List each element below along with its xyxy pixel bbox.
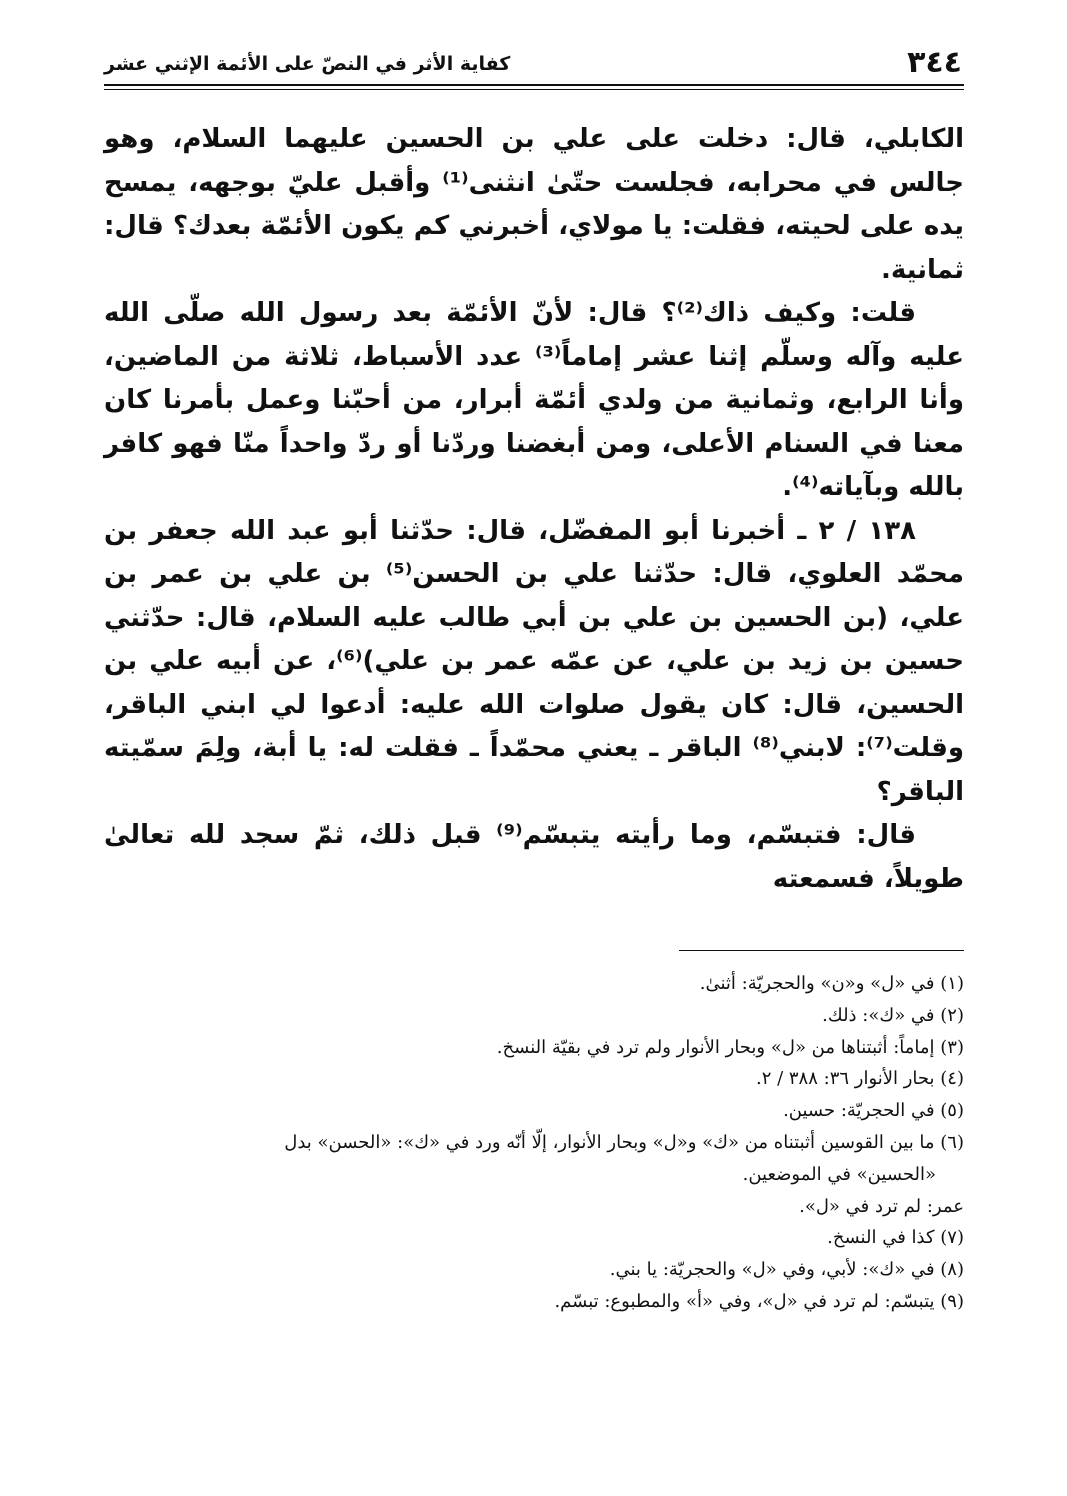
footnotes	[104, 968, 964, 1318]
footnote: (٦) ما بين القوسين أثبتناه من «ك» و«ل» وبحار الأنوار، إلّا أنّه ورد في «ك»: «الحسن» بدل	[284, 1131, 964, 1153]
footnote: (٢) في «ك»: ذلك.	[822, 1004, 964, 1026]
paragraph: قال: فتبسّم، وما رأيته يتبسّم⁽⁹⁾ قبل ذلك، ثمّ سجد لله تعالىٰ طويلاً، فسمعته	[104, 820, 964, 894]
footnote: (٤) بحار الأنوار ٣٦: ٣٨٨ / ٢.	[755, 1068, 964, 1090]
page-number: ٣٤٤	[907, 45, 962, 80]
paragraph: قلت: وكيف ذاك⁽²⁾؟ قال: لأنّ الأئمّة بعد رسول الله صلّى الله عليه وآله وسلّم إثنا عشر إماماً⁽³⁾ عدد الأسباط، ثلاثة من الماضين، وأنا الرابع، وثمانية من ولدي أئمّة أبرار، من أحبّنا وعمل بأمرنا كان معنا في السنام الأعلى، ومن أبغضنا وردّنا أو ردّ واحداً منّا فهو كافر بالله وبآياته⁽⁴⁾.	[104, 298, 964, 502]
footnote: (٧) كذا في النسخ.	[827, 1227, 964, 1249]
footnote-continuation: «الحسين» في الموضعين.	[742, 1163, 936, 1185]
footnote: (٩) يتبسّم: لم ترد في «ل»، وفي «أ» والمطبوع: تبسّم.	[554, 1290, 964, 1312]
main-text	[104, 118, 964, 901]
footnote: (١) في «ل» و«ن» والحجريّة: أثنىٰ.	[699, 973, 964, 994]
running-title: كفاية الأثر في النصّ على الأئمة الإثني عشر	[104, 53, 511, 75]
footnote: (٨) في «ك»: لأبي، وفي «ل» والحجريّة: يا بني.	[609, 1259, 964, 1281]
footnote: (٣) إماماً: أثبتناها من «ل» وبحار الأنوار ولم ترد في بقيّة النسخ.	[496, 1036, 964, 1058]
header-rule-thin	[104, 89, 964, 90]
page-header	[104, 40, 964, 80]
footnote-separator	[679, 950, 964, 951]
header-rule	[104, 84, 964, 86]
paragraph: ١٣٨ / ٢ ـ أخبرنا أبو المفضّل، قال: حدّثنا أبو عبد الله جعفر بن محمّد العلوي، قال: حدّثنا علي بن الحسن⁽⁵⁾ بن علي بن عمر بن علي، (بن الحسين بن علي بن أبي طالب عليه السلام، قال: حدّثني حسين بن زيد بن علي، عن عمّه عمر بن علي)⁽⁶⁾، عن أبيه علي بن الحسين، قال: كان يقول صلوات الله عليه: أدعوا لي ابني الباقر، وقلت⁽⁷⁾: لابني⁽⁸⁾ الباقر ـ يعني محمّداً ـ فقلت له: يا أبة، ولِمَ سمّيته الباقر؟	[104, 515, 964, 807]
footnote: عمر: لم ترد في «ل».	[799, 1195, 964, 1217]
paragraph: الكابلي، قال: دخلت على علي بن الحسين عليهما السلام، وهو جالس في محرابه، فجلست حتّىٰ انثنى⁽¹⁾ وأقبل عليّ بوجهه، يمسح يده على لحيته، فقلت: يا مولاي، أخبرني كم يكون الأئمّة بعدك؟ قال: ثمانية.	[104, 124, 964, 285]
footnote: (٥) في الحجريّة: حسين.	[783, 1100, 964, 1122]
